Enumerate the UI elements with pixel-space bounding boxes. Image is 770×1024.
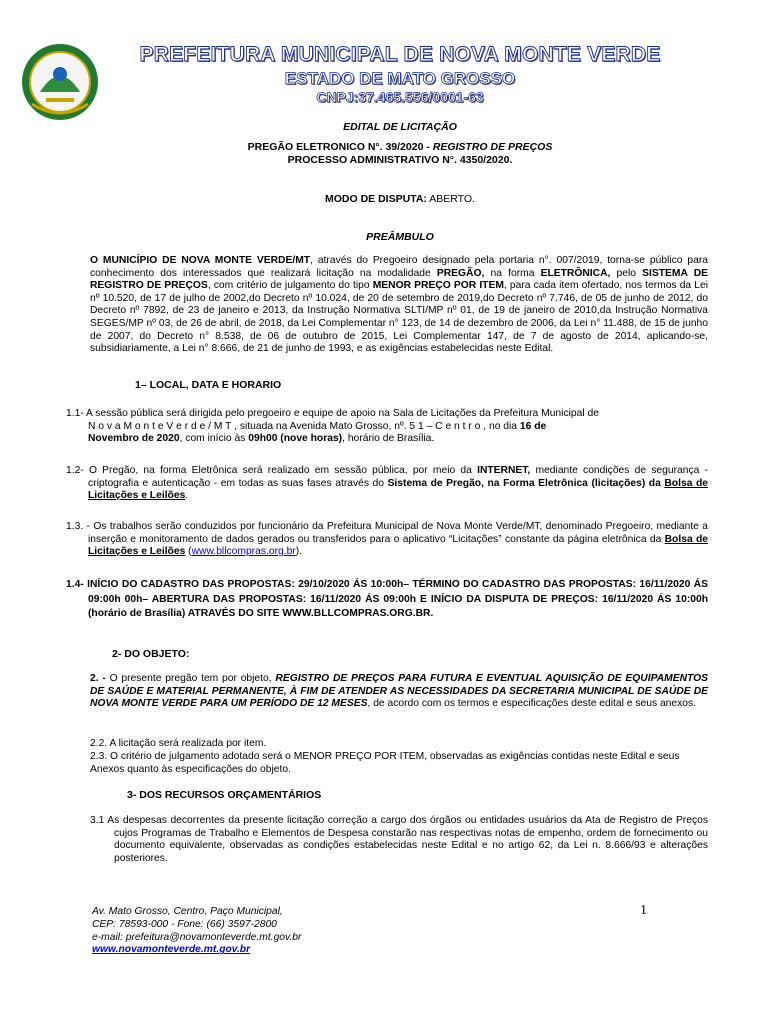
pregao-type: REGISTRO DE PREÇOS: [432, 141, 553, 153]
paragraph-1-4: [66, 578, 708, 622]
preamble-entity: O MUNICÍPIO DE NOVA MONTE VERDE/MT: [90, 255, 311, 266]
paragraph-1-1-line: 1.1- A sessão pública será dirigida pelo pregoeiro e equipe de apoio na Sala de Licitações da Prefeitura Municipal de: [66, 408, 599, 419]
footer-website-link[interactable]: www.novamonteverde.mt.gov.br: [92, 944, 251, 956]
section-3-heading: 3- DOS RECURSOS ORÇAMENTÁRIOS: [127, 789, 322, 801]
internet-label: INTERNET,: [477, 465, 531, 476]
preamble-criterion: MENOR PREÇO POR ITEM: [372, 280, 504, 292]
paragraph-2-text: O presente pregão tem por objeto,: [105, 673, 276, 684]
preamble-text: na forma: [484, 267, 541, 279]
footer-email: e-mail: prefeitura@novamonteverde.mt.gov.br: [92, 931, 302, 943]
paragraph-1-3-text: ).: [295, 546, 303, 558]
paragraph-1-2-text: 1.2- O Pregão, na forma Eletrônica será realizado em sessão pública, por meio da: [66, 465, 478, 476]
paragraph-2-3: 2.3. O critério de julgamento adotado será o MENOR PREÇO POR ITEM, observadas as exigências contidas neste Edital e seus Anexos quanto às especificações do objeto.: [90, 751, 680, 775]
bolsa-link[interactable]: Bolsa de Licitações e Leilões: [88, 477, 708, 502]
paragraph-1-3-text: 1.3. - Os trabalhos serão conduzidos por funcionário da Prefeitura Municipal de Nova Monte Verde/MT, denominado Pregoeiro, mediante a inserção e monitoramento de dados gerados ou transferidos para o aplicativo “Licitações” constante da página eletrônica da: [66, 521, 708, 545]
municipal-coat-of-arms-icon: [20, 42, 100, 122]
paragraph-2-2: 2.2. A licitação será realizada por item.: [90, 738, 267, 749]
paragraph-1-4-text: 1.4- INÍCIO DO CADASTRO DAS PROPOSTAS: 29/10/2020 ÁS 10:00h– TÉRMINO DO CADASTRO DAS PROPOSTAS: 16/11/2020 ÁS 09:00h 00h– ABERTURA DAS PROPOSTAS: 16/11/2020 ÁS 09:00h E INÍCIO DA DISPUTA DE PREÇOS: 16/11/2020 ÁS 10:00h (horário de Brasília) ATRAVÉS DO SITE WWW.BLLCOMPRAS.ORG.BR.: [66, 579, 708, 620]
preamble-text: , para cada item ofertado, nos termos da Lei nº 10.520, de 17 de julho de 2002,do Decreto nº 10.024, de 20 de setembro de 2019,do Decreto nº 7.746, de 05 de junho de 2012, do Decreto nº 7892, de 23 de janeiro e 2013, da Instrução Normativa SLTI/MP nº 01, de 19 de janeiro de 2010,da Instrução Normativa SEGES/MP nº 03, de 26 de abril, de 2018, da Lei Complementar n° 123, de 14 de dezembro de 2006, da Lei n° 11.488, de 15 de junho de 2007, do Decreto n° 8.538, de 06 de outubro de 2015, Lei Complementar 147, de 7 de agosto de 2014, aplicando-se, subsidiariamente, a Lei n° 8.666, de 21 de junho de 1993, e as exigências estabelecidas neste Edital.: [90, 280, 709, 355]
object-description: REGISTRO DE PREÇOS PARA FUTURA E EVENTUAL AQUISIÇÃO DE EQUIPAMENTOS DE SAÚDE E MATERIAL PERMANENTE, À FIM DE ATENDER AS NECESSIDADES DA SECRETARIA MUNICIPAL DE SAÚDE DE NOVA MONTE VERDE PARA UM PERÍODO DE 12 MESES: [90, 673, 708, 710]
paragraph-2-text: , de acordo com os termos e especificações deste edital e seus anexos.: [367, 698, 697, 710]
paragraph-1-1-text: , horário de Brasília.: [342, 433, 435, 445]
modo-value: ABERTO.: [426, 193, 475, 205]
session-date: Novembro de 2020: [88, 433, 180, 445]
paragraph-1-1: [66, 408, 708, 446]
paragraph-1-1-text: , com início às: [179, 433, 249, 445]
modo-label: MODO DE DISPUTA:: [325, 193, 427, 205]
header-cnpj: CNPJ:37.465.556/0001-63: [316, 89, 484, 105]
paragraph-3-1: [90, 815, 708, 865]
paragraph-1-3-text: (: [185, 546, 192, 558]
footer-cep: CEP: 78593-000 - Fone: (66) 3597-2800: [92, 918, 277, 930]
paragraph-1-1-text: N o v a M o n t e V e r d e / M T , situada na Avenida Mato Grosso, nº. 5 1 – C e n t r o , no dia: [88, 420, 520, 432]
header-title: PREFEITURA MUNICIPAL DE NOVA MONTE VERDE: [139, 43, 661, 66]
preamble-form: ELETRÔNICA,: [540, 267, 611, 279]
footer-address: Av. Mato Grosso, Centro, Paço Municipal,: [92, 906, 283, 917]
preamble-system: SISTEMA DE REGISTRO DE PREÇOS: [90, 267, 708, 292]
paragraph-2-number: 2. -: [90, 673, 106, 684]
system-name: Sistema de Pregão, na Forma Eletrônica (licitações) da: [387, 477, 665, 489]
preamble-text: pelo: [610, 267, 643, 279]
preamble-text: , através do Pregoeiro designado pela portaria n°. 007/2019, torna-se público para conhecimento dos interessados que realizará licitação na modalidade: [90, 255, 708, 279]
modo-disputa: [120, 193, 680, 205]
paragraph-1-3: [66, 521, 708, 559]
preamble-text: , com critério de julgamento do tipo: [207, 280, 373, 292]
paragraph-1-2-text: mediante condições de segurança - criptografia e autenticação - em todas as suas fases através do: [88, 465, 708, 489]
paragraph-1-2: [66, 465, 708, 503]
processo-line: PROCESSO ADMINISTRATIVO N°. 4350/2020.: [287, 154, 513, 166]
preamble-modality: PREGÃO,: [436, 267, 485, 279]
session-date: 16 de: [519, 420, 547, 432]
page-number: 1: [640, 903, 647, 918]
section-1-heading: 1– LOCAL, DATA E HORARIO: [135, 379, 282, 391]
page-footer: [92, 906, 512, 957]
header-state: ESTADO DE MATO GROSSO: [284, 69, 516, 88]
section-2-heading: 2- DO OBJETO:: [112, 648, 190, 660]
bolsa-link[interactable]: Bolsa de Licitações e Leilões: [88, 533, 708, 558]
session-time: 09h00 (nove horas): [248, 433, 343, 445]
preamble-paragraph: [90, 255, 708, 356]
pregao-number: PREGÃO ELETRONICO N°. 39/2020 -: [247, 141, 433, 153]
pregao-line: [120, 141, 680, 153]
paragraph-3-1-text: 3.1 As despesas decorrentes da presente licitação correção a cargo dos órgãos ou entidades usuários da Ata de Registro de Preços cujos Programas de Trabalho e Elementos de Despesa constarão nas respectivas notas de empenho, ordem de fornecimento ou documento equivalente, observadas as condições estabelecidas neste Edital e no artigo 62, da Lei n. 8.666/93 e alterações posteriores.: [90, 815, 708, 864]
paragraph-2: [90, 673, 708, 711]
bllcompras-link[interactable]: www.bllcompras.org.br: [191, 546, 296, 558]
preambulo-heading: PREÂMBULO: [366, 231, 434, 243]
edital-title: EDITAL DE LICITAÇÃO: [343, 121, 457, 133]
paragraph-1-2-text: .: [185, 490, 189, 502]
